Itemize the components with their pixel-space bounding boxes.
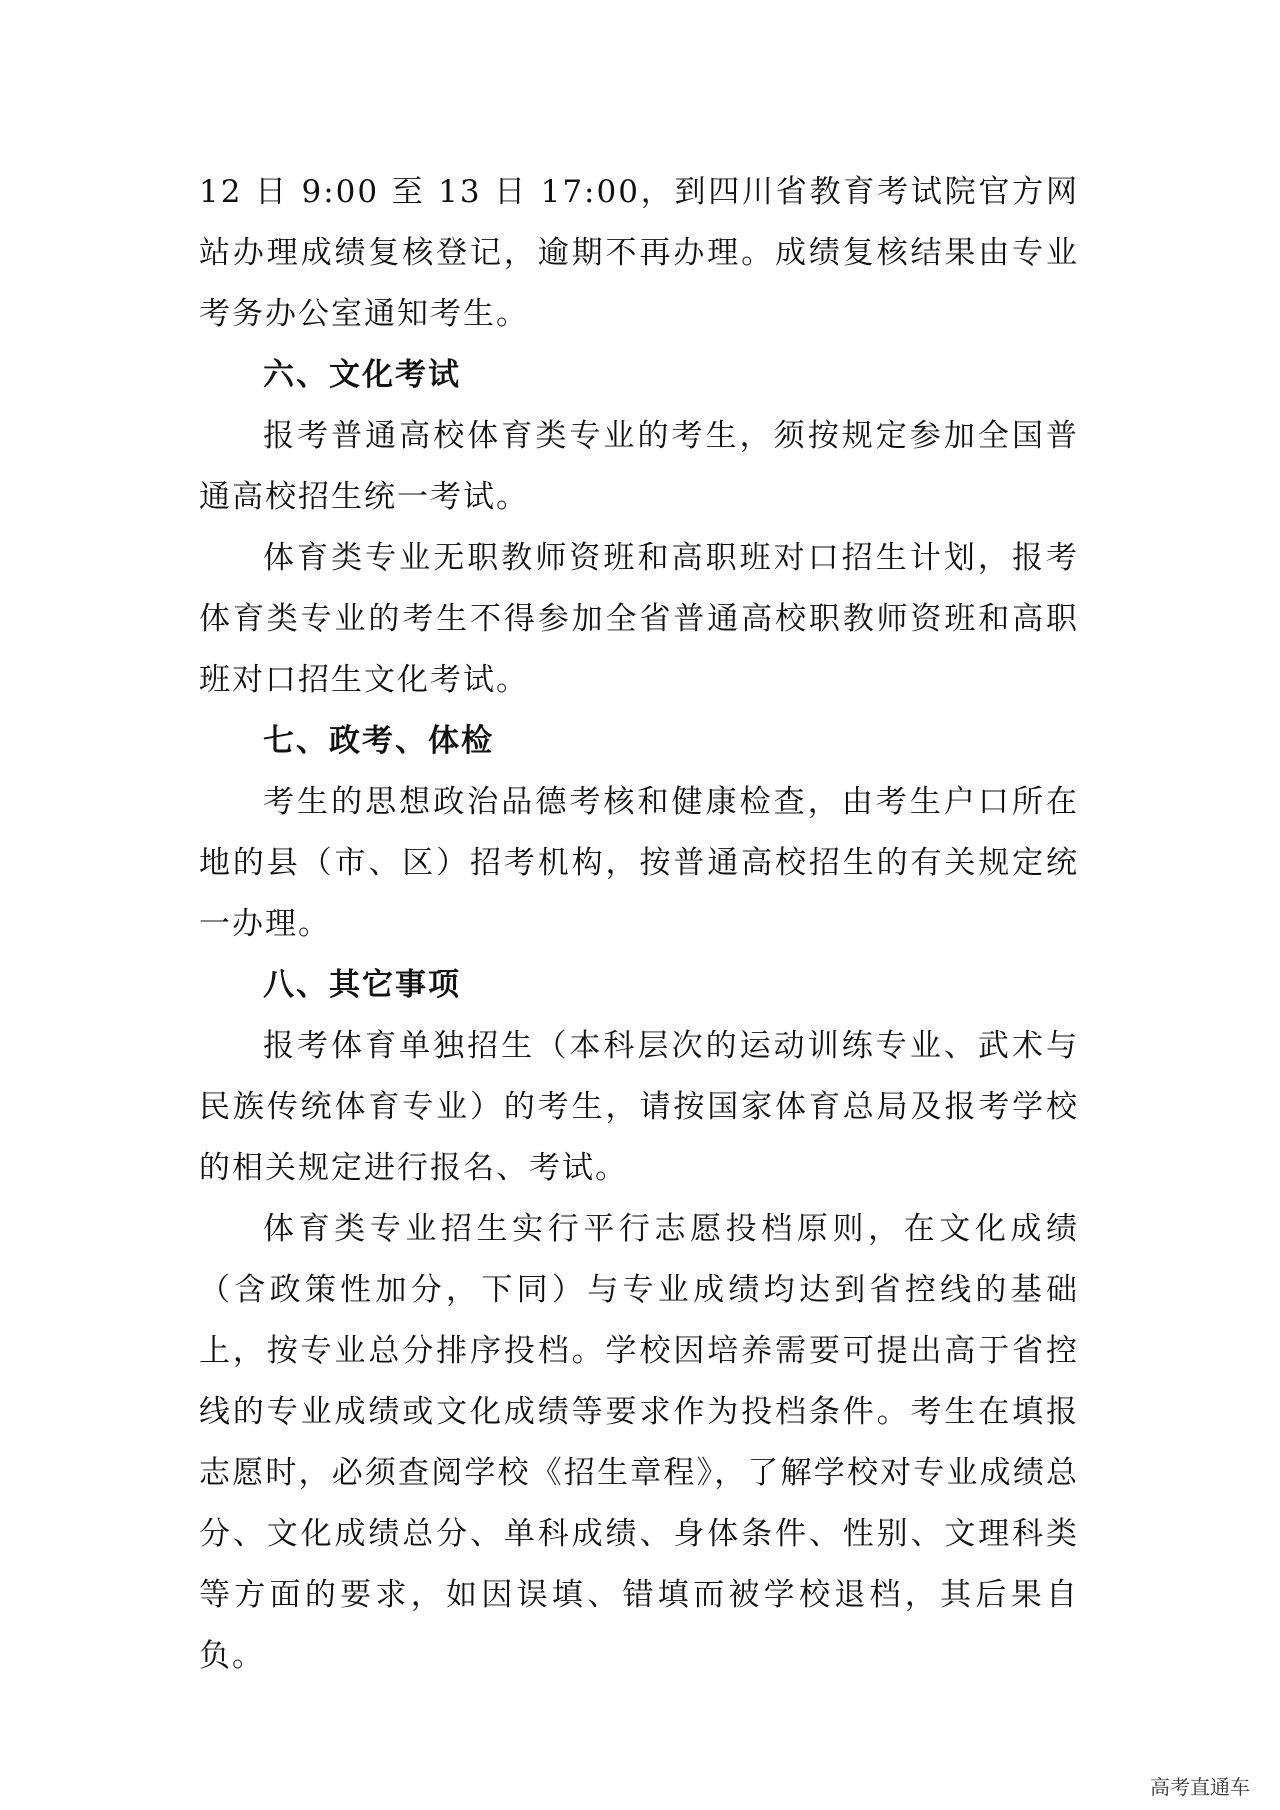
paragraph: 体育类专业招生实行平行志愿投档原则，在文化成绩（含政策性加分，下同）与专业成绩均达到省控线的基础上，按专业总分排序投档。学校因培养需要可提出高于省控线的专业成绩或文化成绩等要求作为投档条件。考生在填报志愿时，必须查阅学校《招生章程》，了解学校对专业成绩总分、文化成绩总分、单科成绩、身体条件、性别、文理科类等方面的要求，如因误填、错填而被学校退档，其后果自负。 xyxy=(199,1211,1079,1674)
paragraph: 考生的思想政治品德考核和健康检查，由考生户口所在地的县（市、区）招考机构，按普通高校招生的有关规定统一办理。 xyxy=(199,784,1079,942)
paragraph: 报考体育单独招生（本科层次的运动训练专业、武术与民族传统体育专业）的考生，请按国家体育总局及报考学校的相关规定进行报名、考试。 xyxy=(199,1028,1079,1186)
paragraph: 体育类专业无职教师资班和高职班对口招生计划，报考体育类专业的考生不得参加全省普通高校职教师资班和高职班对口招生文化考试。 xyxy=(199,540,1079,698)
watermark: 高考直通车 xyxy=(1150,1775,1250,1799)
section-heading-other-matters: 八、其它事项 xyxy=(263,967,461,1003)
section-heading-culture-exam: 六、文化考试 xyxy=(263,357,461,393)
continuation-paragraph: 12 日 9:00 至 13 日 17:00，到四川省教育考试院官方网站办理成绩复核登记，逾期不再办理。成绩复核结果由专业考务办公室通知考生。 xyxy=(199,174,1079,332)
document-body xyxy=(199,162,1079,1687)
paragraph: 报考普通高校体育类专业的考生，须按规定参加全国普通高校招生统一考试。 xyxy=(199,418,1079,515)
section-heading-political-medical: 七、政考、体检 xyxy=(263,723,494,759)
